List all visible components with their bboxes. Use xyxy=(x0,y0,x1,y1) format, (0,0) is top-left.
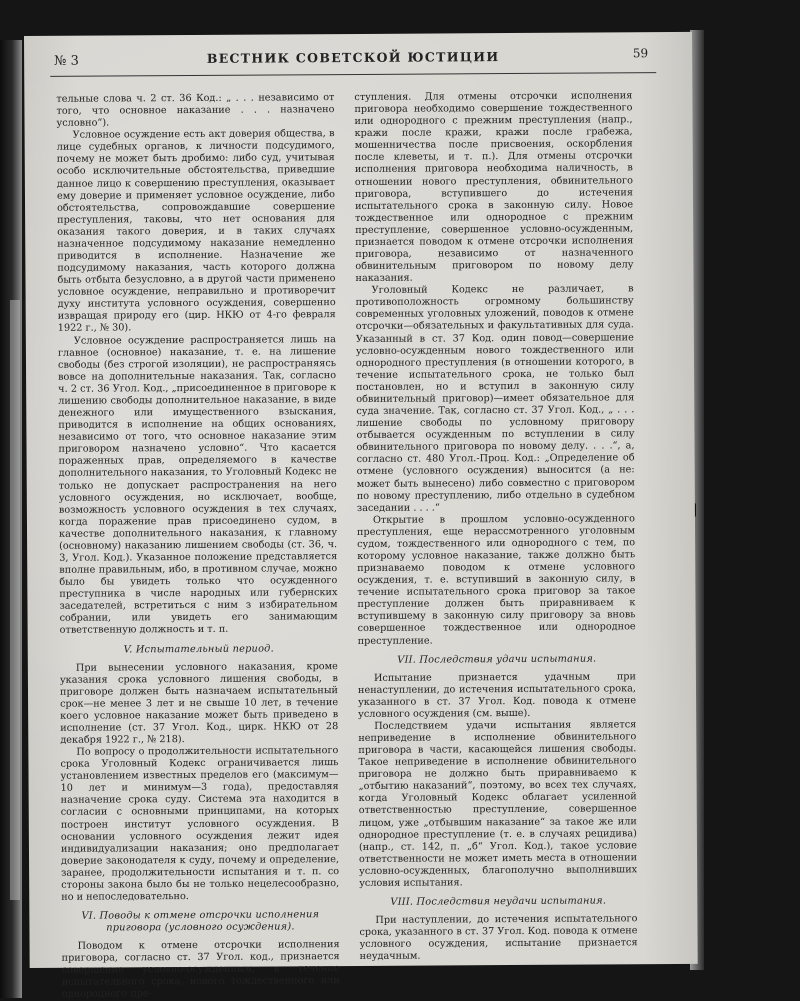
page-number: 59 xyxy=(632,46,649,61)
running-header xyxy=(50,46,656,77)
paragraph: Условное осуждение есть акт доверия общества, в лице судебных органов, к личности подсудимого, почему не может быть дробимо: либо суд, учитывая особо исключительные обстоятельства, приведшие данное лицо к совершению преступления, оказывает ему доверие и применяет условное осуждение, либо обстоятельства, сопровождавшие совершение преступления, таковы, что нет основания для оказания такого доверия, и в таких случаях назначенное подсудимому наказание немедленно приводится в исполнение. Назначение же подсудимому наказания, часть которого должна быть отбыта безусловно, а в другой части применено условное осуждение, неправильно и противоречит духу института условного осуждения, совершенно извращая природу его (цир. НКЮ от 4-го февраля 1922 г., № 30). xyxy=(56,128,336,335)
paragraph: Испытание признается удачным при ненаступлении, до истечения испытательного срока, указанного в ст. 37 Угол. Код. повода к отмене условного осуждения (см. выше). xyxy=(357,670,637,720)
scan-edge-left-fold xyxy=(10,300,20,900)
journal-page xyxy=(24,32,698,1001)
paragraph: Последствием удачи испытания является неприведение в исполнение обвинительного приговора в части, касающейся лишения свободы. Такое неприведение в исполнение обвинительного приговора не должно быть приравниваемо к „отбытию наказаний“, поэтому, во всех тех случаях, когда Уголовный Кодекс облагает усиленной ответственностью преступление, совершенное лицом, уже „отбывшим наказание“ за такое же или однородное преступление (т. е. в случаях рецидива) (напр., ст. 142, п. „б“ Угол. Код.), такое условие ответственности не может иметь места в отношении условно-осужденных, благополучно выполнивших условия испытания. xyxy=(358,719,638,889)
paragraph: Условное осуждение распространяется лишь на главное (основное) наказание, т. е. на лишение свободы (без строгой изоляции), не распространяясь вовсе на дополнительные наказания. Так, согласно ч. 2 ст. 36 Угол. Код., „присоединенное в приговоре к лишению свободы дополнительное наказание, в виде денежного или имущественного взыскания, приводится в исполнение на общих основаниях, независимо от того, что основное наказание этим приговором назначено условно“. Что касается пораженных прав, определяемого в качестве дополнительного наказания, то Уголовный Кодекс не только не допускает распространения на него условного осуждения, но исключает, вообще, возможность условного осуждения в тех случаях, когда поражение прав присоединено судом, в качестве дополнительного наказания, к главному (основному) наказанию лишением свободы (ст. 36, ч. 3, Угол. Код.). Указанное положение представляется вполне правильным, ибо, в противном случае, можно было бы увидеть только что осужденного преступника в числе народных или губернских заседателей, встретиться с ним з избирательном собрании, или увидеть его занимающим ответственную должность и т. п. xyxy=(57,333,338,637)
section-heading-v: V. Испытательный период. xyxy=(123,643,274,655)
paragraph: Открытие в прошлом условно-осужденного преступления, еще нерассмотренного уголовным судом, тождественного или однородного с тем, по которому условное наказание, также должно быть признаваемо поводом к отмене условного осуждения, т. е. вступивший в законную силу, в течение испытательного срока приговор за такое преступление должен быть приравниваем к вступившему в законную силу приговору за вновь совершенное тождественное или однородное преступление. xyxy=(357,513,636,647)
right-column xyxy=(354,90,637,963)
section-heading-vi: VI. Поводы к отмене отсрочки исполнения приговора (условного осуждения). xyxy=(81,909,320,934)
paragraph: Поводом к отмене отсрочки исполнения приговора, согласно ст. 37 Угол. код., признается совершение условно-осужденным, в течение испытательного срока, нового тождественного или однородного пре- xyxy=(61,939,340,1001)
paragraph: тельные слова ч. 2 ст. 36 Код.: „ . . . независимо от того, что основное наказание . . . назначено условно“). xyxy=(56,92,335,129)
paragraph: ступления. Для отмены отсрочки исполнения приговора необходимо совершение тождественного или однородного с прежним преступления (напр., кражи после кражи, кражи после грабежа, мошенничества после присвоения, оскорбления после клеветы, и т. п.). Для отмены отсрочки исполнения приговора необходима наличность, в отношении нового преступления, обвинительного приговора, вступившего до истечения испытательного срока в законную силу. Новое тождественное или однородное с прежним преступление, совершенное условно-осужденным, признается поводом к отмене отсрочки исполнения приговора, независимо от назначенного обвинительным приговором по новому делу наказания. xyxy=(354,90,634,285)
left-column xyxy=(56,92,340,1001)
paragraph: При вынесении условного наказания, кроме указания срока условного лишения свободы, в приговоре должен быть назначаем испытательный срок—не менее 3 лет и не свыше 10 лет, в течение коего условное наказание может быть приведено в исполнение (ст. 37 Угол. Код., цирк. НКЮ от 28 декабря 1922 г., № 218). xyxy=(59,660,339,746)
section-heading-viii: VIII. Последствия неудачи испытания. xyxy=(390,895,607,908)
paragraph: Уголовный Кодекс не различает, в противоположность огромному большинству современных уголовных уложений, поводов к отмене отсрочки—обязательных и факультативных для суда. Указанный в ст. 37 Код. один повод—совершение условно-осужденным нового тождественного или однородного преступления (в отношении которого, в течение испытательного срока, не только был постановлен, но и вступил в законную силу обвинительный приговор)—имеет обязательное для суда значение. Так, согласно ст. 37 Угол. Код., „ . . . лишение свободы по условному приговору отбывается осужденным по вступлении в силу обвинительного приговора по новому делу. . . .“, а, согласно ст. 480 Угол.-Проц. Код.: „Определение об отмене (условного осуждения) выносится (а не: может быть вынесено) либо совместно с приговором по новому преступлению, либо отдельно в судебном заседании . . . .“ xyxy=(355,283,635,514)
paragraph: При наступлении, до истечения испытательного срока, указанного в ст. 37 Угол. Код. повода к отмене условного осуждения, испытание признается неудачным. xyxy=(359,913,638,963)
section-heading-vii: VII. Последствия удачи испытания. xyxy=(397,653,597,666)
issue-number: № 3 xyxy=(54,53,79,69)
journal-title: ВЕСТНИК СОВЕТСКОЙ ЮСТИЦИИ xyxy=(206,49,500,66)
paragraph: По вопросу о продолжительности испытательного срока Уголовный Кодекс ограничивается лишь установлением известных пределов его (максимум—10 лет и минимум—3 года), предоставляя назначение срока суду. Система эта находится в согласии с основными принципами, на которых построен институт условного осуждения. В основании условного осуждения лежит идея индивидуализации наказания; оно предполагает доверие законодателя к суду, почему и определение, заранее, продолжительности испытания и т. п. со стороны закона было бы не только нецелесообразно, но и непоследовательно. xyxy=(60,745,340,903)
